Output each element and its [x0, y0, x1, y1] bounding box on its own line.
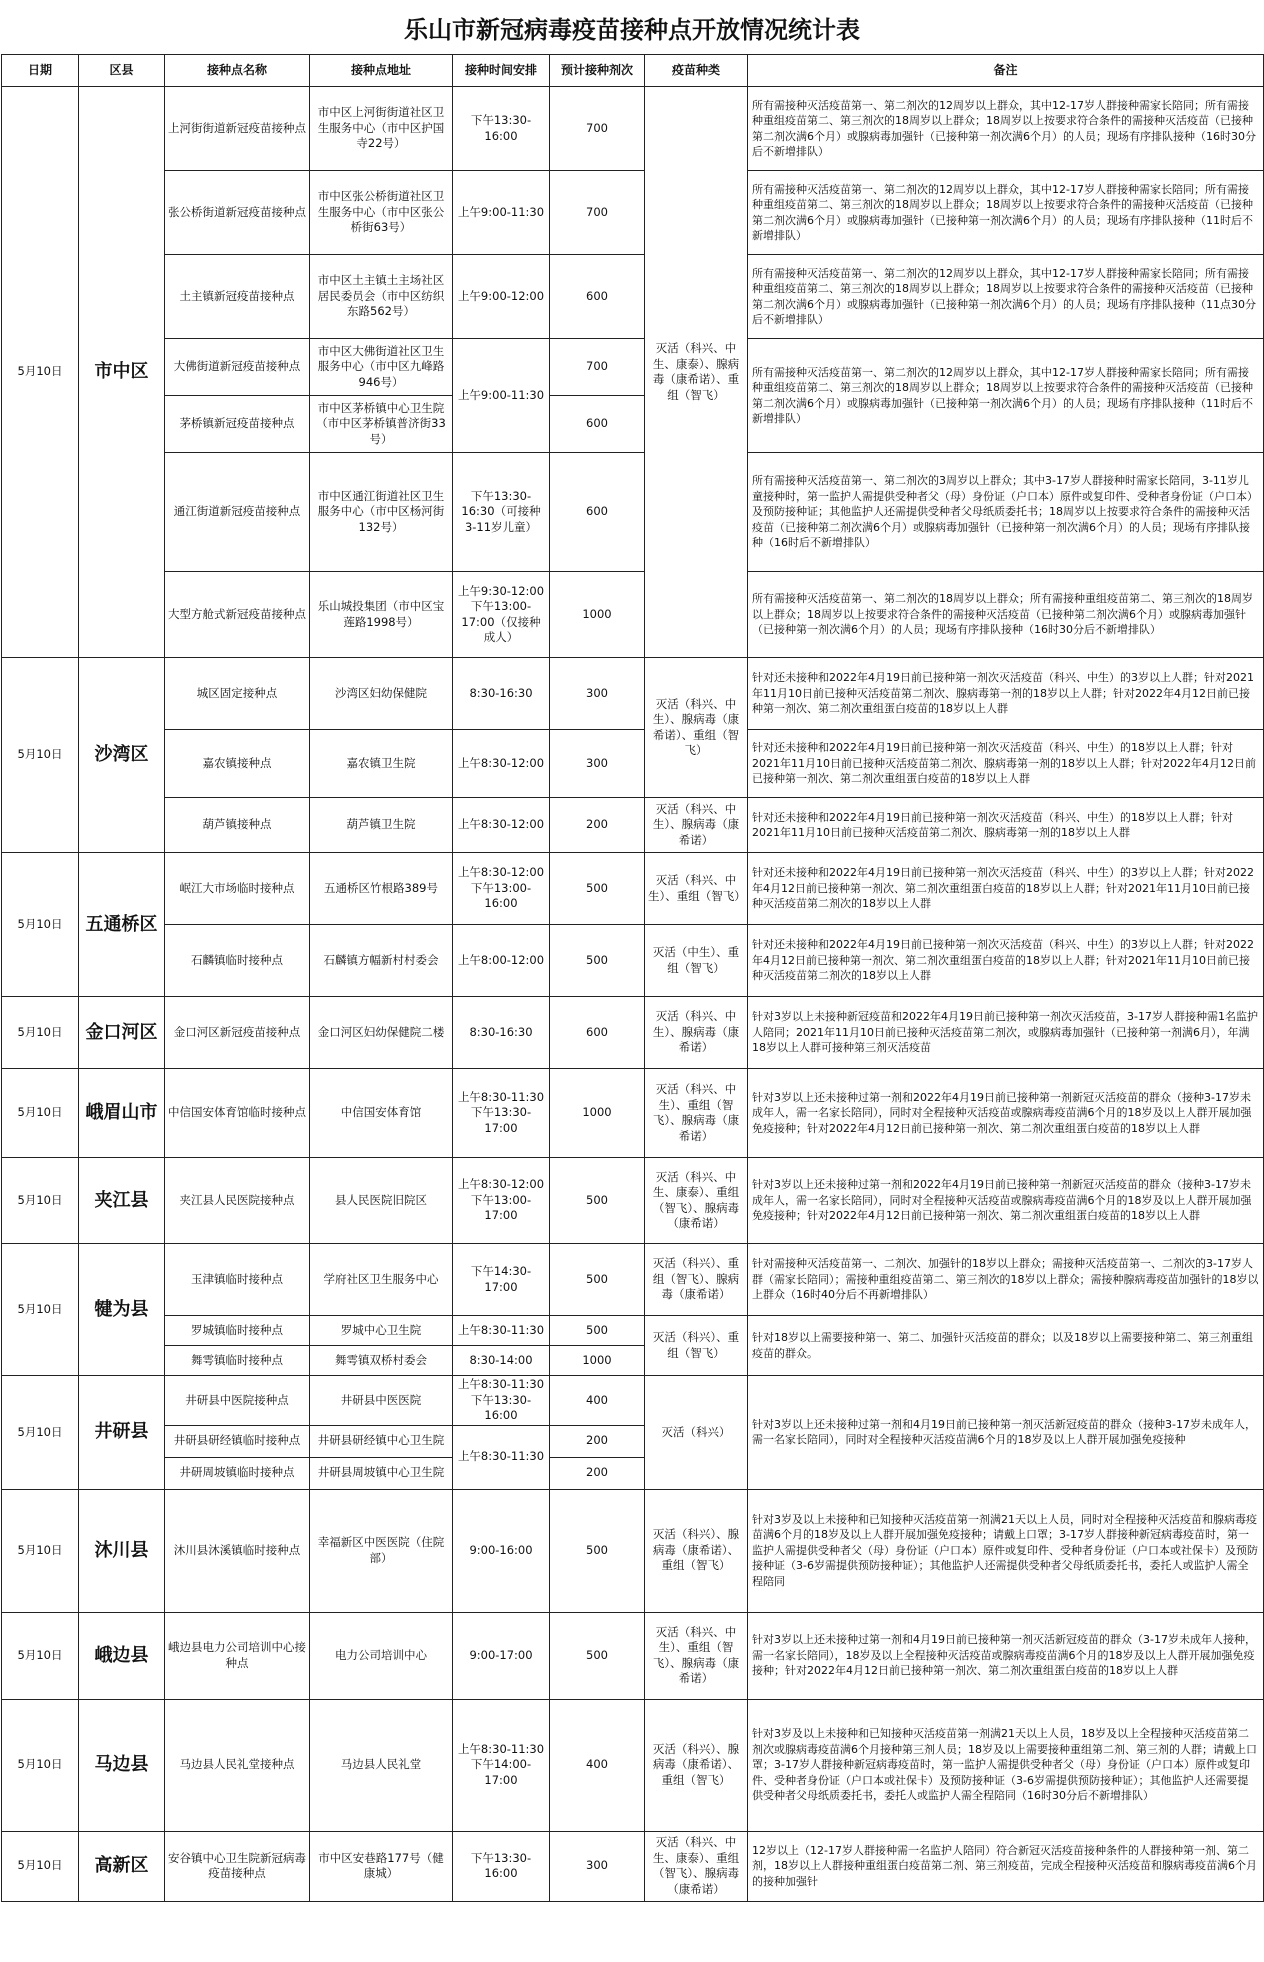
- district-cell: 峨眉山市: [79, 1069, 165, 1158]
- time-cell: 上午8:30-12:00 下午13:00-17:00: [453, 1158, 550, 1244]
- note-cell: 所有需接种灭活疫苗第一、第二剂次的3周岁以上群众；其中3-17岁人群接种时需家长陪同，3-11岁儿童接种时，第一监护人需提供受种者父（母）身份证（户口本）原件或复印件、受种者身份证（户口本）及预防接种证；其他监护人还需提供受种者父母纸质委托书；18周岁以上按要求符合条件的需接种灭活疫苗（已接种第二剂次满6个月）或腺病毒加强针（已接种第一剂次满6个月）的人员；现场有序排队接种（16时后不新增排队）: [748, 453, 1264, 572]
- site-address-cell: 五通桥区竹根路389号: [310, 853, 453, 925]
- vaccine-type-cell: 灭活（科兴、中生）、腺病毒（康希诺）: [645, 798, 748, 853]
- table-row: [2, 572, 1264, 658]
- time-cell: 上午8:30-11:30 下午14:00-17:00: [453, 1699, 550, 1831]
- table-row: [2, 1612, 1264, 1699]
- date-cell: 5月10日: [2, 87, 79, 658]
- site-address-cell: 罗城中心卫生院: [310, 1316, 453, 1346]
- site-name-cell: 金口河区新冠疫苗接种点: [165, 997, 310, 1069]
- site-address-cell: 县人民医院旧院区: [310, 1158, 453, 1244]
- date-cell: 5月10日: [2, 1699, 79, 1831]
- doses-cell: 700: [550, 171, 645, 255]
- time-cell: 上午9:00-12:00: [453, 255, 550, 339]
- site-name-cell: 井研周坡镇临时接种点: [165, 1457, 310, 1489]
- site-name-cell: 井研县中医院接种点: [165, 1376, 310, 1426]
- site-name-cell: 中信国安体育馆临时接种点: [165, 1069, 310, 1158]
- page-title: 乐山市新冠病毒疫苗接种点开放情况统计表: [404, 14, 860, 44]
- site-address-cell: 电力公司培训中心: [310, 1612, 453, 1699]
- date-cell: 5月10日: [2, 1158, 79, 1244]
- site-address-cell: 市中区茅桥镇中心卫生院（市中区茅桥镇普济街33号）: [310, 396, 453, 453]
- doses-cell: 500: [550, 1612, 645, 1699]
- header-notes: 备注: [748, 55, 1264, 87]
- time-cell: 下午13:30-16:00: [453, 87, 550, 171]
- site-address-cell: 葫芦镇卫生院: [310, 798, 453, 853]
- doses-cell: 1000: [550, 572, 645, 658]
- table-row: [2, 853, 1264, 925]
- note-cell: 针对还未接种和2022年4月19日前已接种第一剂次灭活疫苗（科兴、中生）的18岁以上人群；针对2021年11月10日前已接种灭活疫苗第二剂次、腺病毒第一剂的18岁以上人群；针对2022年4月12日前已接种第一剂次、第二剂次重组蛋白疫苗的18岁以上人群: [748, 730, 1264, 798]
- site-name-cell: 土主镇新冠疫苗接种点: [165, 255, 310, 339]
- note-cell: 针对需接种灭活疫苗第一、二剂次、加强针的18岁以上群众；需接种灭活疫苗第一、二剂次的3-17岁人群（需家长陪同）；需接种重组疫苗第二、第三剂次的18岁以上群众；需接种腺病毒疫苗加强针的18岁以上群众（16时40分后不再新增排队）: [748, 1244, 1264, 1316]
- site-address-cell: 沙湾区妇幼保健院: [310, 658, 453, 730]
- site-name-cell: 茅桥镇新冠疫苗接种点: [165, 396, 310, 453]
- table-row: [2, 1489, 1264, 1612]
- vaccine-type-cell: 灭活（科兴）: [645, 1376, 748, 1490]
- header-time: 接种时间安排: [453, 55, 550, 87]
- site-address-cell: 中信国安体育馆: [310, 1069, 453, 1158]
- site-name-cell: 通江街道新冠疫苗接种点: [165, 453, 310, 572]
- table-row: [2, 1244, 1264, 1316]
- note-cell: 针对3岁以上还未接种过第一剂和2022年4月19日前已接种第一剂新冠灭活疫苗的群众（接种3-17岁未成年人，需一名家长陪同），同时对全程接种灭活疫苗或腺病毒疫苗满6个月的18岁及以上人群开展加强免疫接种；针对2022年4月12日前已接种第一剂次、第二剂次重组蛋白疫苗的18岁以上人群: [748, 1158, 1264, 1244]
- doses-cell: 600: [550, 453, 645, 572]
- site-name-cell: 张公桥街道新冠疫苗接种点: [165, 171, 310, 255]
- site-name-cell: 安谷镇中心卫生院新冠病毒疫苗接种点: [165, 1831, 310, 1901]
- table-row: [2, 453, 1264, 572]
- header-district: 区县: [79, 55, 165, 87]
- header-vaccine-type: 疫苗种类: [645, 55, 748, 87]
- site-address-cell: 市中区张公桥街道社区卫生服务中心（市中区张公桥街63号）: [310, 171, 453, 255]
- date-cell: 5月10日: [2, 658, 79, 853]
- site-address-cell: 幸福新区中医医院（住院部）: [310, 1489, 453, 1612]
- table-row: [2, 339, 1264, 396]
- header-site-address: 接种点地址: [310, 55, 453, 87]
- note-cell: 所有需接种灭活疫苗第一、第二剂次的12周岁以上群众，其中12-17岁人群接种需家长陪同；所有需接种重组疫苗第二、第三剂次的18周岁以上群众；18周岁以上按要求符合条件的需接种灭活疫苗（已接种第二剂次满6个月）或腺病毒加强针（已接种第一剂次满6个月）的人员；现场有序排队接种（11时后不新增排队）: [748, 339, 1264, 453]
- time-cell: 上午8:30-11:30: [453, 1316, 550, 1346]
- doses-cell: 300: [550, 1831, 645, 1901]
- district-cell: 马边县: [79, 1699, 165, 1831]
- time-cell: 8:30-14:00: [453, 1346, 550, 1376]
- table-row: [2, 1831, 1264, 1901]
- note-cell: 所有需接种灭活疫苗第一、第二剂次的12周岁以上群众，其中12-17岁人群接种需家长陪同；所有需接种重组疫苗第二、第三剂次的18周岁以上群众；18周岁以上按要求符合条件的需接种灭活疫苗（已接种第二剂次满6个月）或腺病毒加强针（已接种第一剂次满6个月）的人员；现场有序排队接种（11时后不新增排队）: [748, 171, 1264, 255]
- time-cell: 上午8:00-12:00: [453, 925, 550, 997]
- table-row: [2, 87, 1264, 171]
- vaccine-type-cell: 灭活（科兴、中生）、重组（智飞）、腺病毒（康希诺）: [645, 1069, 748, 1158]
- site-name-cell: 夹江县人民医院接种点: [165, 1158, 310, 1244]
- doses-cell: 500: [550, 925, 645, 997]
- time-cell: 下午13:30-16:30（可接种3-11岁儿童）: [453, 453, 550, 572]
- doses-cell: 1000: [550, 1346, 645, 1376]
- vaccine-type-cell: 灭活（科兴、中生）、腺病毒（康希诺）: [645, 997, 748, 1069]
- vaccination-table: [1, 54, 1264, 1902]
- site-name-cell: 舞雩镇临时接种点: [165, 1346, 310, 1376]
- site-name-cell: 马边县人民礼堂接种点: [165, 1699, 310, 1831]
- district-cell: 沐川县: [79, 1489, 165, 1612]
- district-cell: 五通桥区: [79, 853, 165, 997]
- time-cell: 8:30-16:30: [453, 658, 550, 730]
- note-cell: 针对还未接种和2022年4月19日前已接种第一剂次灭活疫苗（科兴、中生）的3岁以上人群；针对2022年4月12日前已接种第一剂次、第二剂次重组蛋白疫苗的18岁以上人群；针对2021年11月10日前已接种灭活疫苗第二剂次的18岁以上人群: [748, 925, 1264, 997]
- district-cell: 金口河区: [79, 997, 165, 1069]
- site-name-cell: 玉津镇临时接种点: [165, 1244, 310, 1316]
- district-cell: 市中区: [79, 87, 165, 658]
- doses-cell: 300: [550, 730, 645, 798]
- header-doses: 预计接种剂次: [550, 55, 645, 87]
- site-address-cell: 井研县周坡镇中心卫生院: [310, 1457, 453, 1489]
- note-cell: 针对还未接种和2022年4月19日前已接种第一剂次灭活疫苗（科兴、中生）的3岁以上人群；针对2021年11月10日前已接种灭活疫苗第二剂次、腺病毒第一剂的18岁以上人群；针对2022年4月12日前已接种第一剂次、第二剂次重组蛋白疫苗的18岁以上人群: [748, 658, 1264, 730]
- site-address-cell: 井研县中医医院: [310, 1376, 453, 1426]
- site-name-cell: 城区固定接种点: [165, 658, 310, 730]
- site-address-cell: 嘉农镇卫生院: [310, 730, 453, 798]
- table-row: [2, 255, 1264, 339]
- doses-cell: 500: [550, 1316, 645, 1346]
- date-cell: 5月10日: [2, 997, 79, 1069]
- site-name-cell: 罗城镇临时接种点: [165, 1316, 310, 1346]
- time-cell: 上午8:30-12:00 下午13:00-16:00: [453, 853, 550, 925]
- note-cell: 针对3岁以上还未接种过第一剂和4月19日前已接种第一剂灭活新冠疫苗的群众（接种3-17岁未成年人，需一名家长陪同），同时对全程接种灭活疫苗满6个月的18岁及以上人群开展加强免疫接种: [748, 1376, 1264, 1490]
- district-cell: 高新区: [79, 1831, 165, 1901]
- vaccine-type-cell: 灭活（科兴、中生）、重组（智飞）: [645, 853, 748, 925]
- site-name-cell: 上河街街道新冠疫苗接种点: [165, 87, 310, 171]
- site-address-cell: 石麟镇方幅新村村委会: [310, 925, 453, 997]
- time-cell: 9:00-16:00: [453, 1489, 550, 1612]
- note-cell: 针对还未接种和2022年4月19日前已接种第一剂次灭活疫苗（科兴、中生）的3岁以上人群；针对2022年4月12日前已接种第一剂次、第二剂次重组蛋白疫苗的18岁以上人群；针对2021年11月10日前已接种灭活疫苗第二剂次的18岁以上人群: [748, 853, 1264, 925]
- doses-cell: 600: [550, 997, 645, 1069]
- site-name-cell: 峨边县电力公司培训中心接种点: [165, 1612, 310, 1699]
- doses-cell: 200: [550, 1457, 645, 1489]
- table-row: [2, 730, 1264, 798]
- site-name-cell: 井研县研经镇临时接种点: [165, 1425, 310, 1457]
- time-cell: 上午8:30-12:00: [453, 798, 550, 853]
- date-cell: 5月10日: [2, 1831, 79, 1901]
- vaccine-type-cell: 灭活（科兴、中生）、腺病毒（康希诺）、重组（智飞）: [645, 658, 748, 798]
- doses-cell: 500: [550, 1244, 645, 1316]
- site-name-cell: 大佛街道新冠疫苗接种点: [165, 339, 310, 396]
- site-name-cell: 葫芦镇接种点: [165, 798, 310, 853]
- time-cell: 上午9:00-11:30: [453, 171, 550, 255]
- site-address-cell: 市中区通江街道社区卫生服务中心（市中区杨河街132号）: [310, 453, 453, 572]
- vaccine-type-cell: 灭活（科兴、中生、康泰）、重组（智飞）、腺病毒（康希诺）: [645, 1831, 748, 1901]
- table-header-row: [2, 55, 1264, 87]
- site-name-cell: 石麟镇临时接种点: [165, 925, 310, 997]
- doses-cell: 700: [550, 339, 645, 396]
- doses-cell: 500: [550, 1489, 645, 1612]
- site-name-cell: 岷江大市场临时接种点: [165, 853, 310, 925]
- note-cell: 12岁以上（12-17岁人群接种需一名监护人陪同）符合新冠灭活疫苗接种条件的人群接种第一剂、第二剂，18岁以上人群接种重组蛋白疫苗第二剂、第三剂疫苗，完成全程接种灭活疫苗和腺病毒疫苗满6个月的接种加强针: [748, 1831, 1264, 1901]
- note-cell: 针对3岁以上未接种新冠疫苗和2022年4月19日前已接种第一剂次灭活疫苗，3-17岁人群接种需1名监护人陪同；2021年11月10日前已接种灭活疫苗第二剂次，或腺病毒加强针（已接种第一剂满6月），年满18岁以上人群可接种第三剂灭活疫苗: [748, 997, 1264, 1069]
- district-cell: 犍为县: [79, 1244, 165, 1376]
- vaccine-type-cell: 灭活（科兴）、腺病毒（康希诺）、重组（智飞）: [645, 1489, 748, 1612]
- doses-cell: 200: [550, 798, 645, 853]
- date-cell: 5月10日: [2, 1376, 79, 1490]
- date-cell: 5月10日: [2, 853, 79, 997]
- time-cell: 上午8:30-11:30 下午13:30-17:00: [453, 1069, 550, 1158]
- time-cell: 9:00-17:00: [453, 1612, 550, 1699]
- table-row: [2, 171, 1264, 255]
- vaccine-type-cell: 灭活（科兴）、重组（智飞）: [645, 1316, 748, 1376]
- header-site-name: 接种点名称: [165, 55, 310, 87]
- table-row: [2, 925, 1264, 997]
- doses-cell: 1000: [550, 1069, 645, 1158]
- district-cell: 井研县: [79, 1376, 165, 1490]
- time-cell: 上午8:30-11:30: [453, 1425, 550, 1489]
- table-row: [2, 1158, 1264, 1244]
- note-cell: 所有需接种灭活疫苗第一、第二剂次的18周岁以上群众；所有需接种重组疫苗第二、第三剂次的18周岁以上群众；18周岁以上按要求符合条件的需接种灭活疫苗（已接种第二剂次满6个月）或腺病毒加强针（已接种第一剂次满6个月）的人员；现场有序排队接种（16时30分后不新增排队）: [748, 572, 1264, 658]
- note-cell: 针对3岁以上还未接种过第一剂和4月19日前已接种第一剂灭活新冠疫苗的群众（3-17岁未成年人接种，需一名家长陪同），18岁及以上全程接种灭活疫苗或腺病毒疫苗满6个月的18岁及以上人群开展加强免疫接种；针对2022年4月12日前已接种第一剂次、第二剂次重组蛋白疫苗的18岁以上人群: [748, 1612, 1264, 1699]
- date-cell: 5月10日: [2, 1069, 79, 1158]
- doses-cell: 700: [550, 87, 645, 171]
- time-cell: 8:30-16:30: [453, 997, 550, 1069]
- site-address-cell: 乐山城投集团（市中区宝莲路1998号）: [310, 572, 453, 658]
- site-name-cell: 沐川县沐溪镇临时接种点: [165, 1489, 310, 1612]
- site-address-cell: 马边县人民礼堂: [310, 1699, 453, 1831]
- note-cell: 针对3岁以上还未接种过第一剂和2022年4月19日前已接种第一剂新冠灭活疫苗的群众（接种3-17岁未成年人，需一名家长陪同），同时对全程接种灭活疫苗或腺病毒疫苗满6个月的18岁及以上人群开展加强免疫接种；针对2022年4月12日前已接种第一剂次、第二剂次重组蛋白疫苗的18岁以上人群: [748, 1069, 1264, 1158]
- site-address-cell: 学府社区卫生服务中心: [310, 1244, 453, 1316]
- table-row: [2, 997, 1264, 1069]
- note-cell: 所有需接种灭活疫苗第一、第二剂次的12周岁以上群众，其中12-17岁人群接种需家长陪同；所有需接种重组疫苗第二、第三剂次的18周岁以上群众；18周岁以上按要求符合条件的需接种灭活疫苗（已接种第二剂次满6个月）或腺病毒加强针（已接种第一剂次满6个月）的人员；现场有序排队接种（16时30分后不新增排队）: [748, 87, 1264, 171]
- district-cell: 沙湾区: [79, 658, 165, 853]
- site-address-cell: 市中区上河街街道社区卫生服务中心（市中区护国寺22号）: [310, 87, 453, 171]
- doses-cell: 300: [550, 658, 645, 730]
- doses-cell: 200: [550, 1425, 645, 1457]
- table-row: [2, 1316, 1264, 1346]
- site-address-cell: 市中区安巷路177号（健康城）: [310, 1831, 453, 1901]
- site-address-cell: 市中区土主镇土主场社区居民委员会（市中区纺织东路562号）: [310, 255, 453, 339]
- note-cell: 所有需接种灭活疫苗第一、第二剂次的12周岁以上群众，其中12-17岁人群接种需家长陪同；所有需接种重组疫苗第二、第三剂次的18周岁以上群众；18周岁以上按要求符合条件的需接种灭活疫苗（已接种第二剂次满6个月）或腺病毒加强针（已接种第一剂次满6个月）的人员；现场有序排队接种（11点30分后不新增排队）: [748, 255, 1264, 339]
- note-cell: 针对3岁及以上未接种和已知接种灭活疫苗第一剂满21天以上人员，18岁及以上全程接种灭活疫苗第二剂次或腺病毒疫苗满6个月接种第三剂人员；18岁及以上需要接种重组第二剂、第三剂的人群；请戴上口罩；3-17岁人群接种新冠病毒疫苗时，第一监护人需提供受种者父（母）身份证（户口本）原件或复印件、受种者身份证（户口本或社保卡）及预防接种证（3-6岁需提供预防接种证）；其他监护人还需要提供受种者父母纸质委托书，委托人或监护人需全程陪同（16时30分后不新增排队）: [748, 1699, 1264, 1831]
- table-row: [2, 1069, 1264, 1158]
- time-cell: 上午9:30-12:00 下午13:00-17:00（仅接种成人）: [453, 572, 550, 658]
- vaccine-type-cell: 灭活（科兴、中生、康泰）、重组（智飞）、腺病毒（康希诺）: [645, 1158, 748, 1244]
- table-row: [2, 798, 1264, 853]
- site-name-cell: 嘉农镇接种点: [165, 730, 310, 798]
- doses-cell: 500: [550, 853, 645, 925]
- site-address-cell: 井研县研经镇中心卫生院: [310, 1425, 453, 1457]
- vaccine-type-cell: 灭活（科兴、中生、康泰）、腺病毒（康希诺）、重组（智飞）: [645, 87, 748, 658]
- time-cell: 下午14:30-17:00: [453, 1244, 550, 1316]
- doses-cell: 400: [550, 1699, 645, 1831]
- date-cell: 5月10日: [2, 1612, 79, 1699]
- time-cell: 上午9:00-11:30: [453, 339, 550, 453]
- site-address-cell: 金口河区妇幼保健院二楼: [310, 997, 453, 1069]
- vaccine-type-cell: 灭活（科兴）、重组（智飞）、腺病毒（康希诺）: [645, 1244, 748, 1316]
- table-row: [2, 1699, 1264, 1831]
- note-cell: 针对还未接种和2022年4月19日前已接种第一剂次灭活疫苗（科兴、中生）的18岁以上人群；针对2021年11月10日前已接种灭活疫苗第二剂次、腺病毒第一剂的18岁以上人群: [748, 798, 1264, 853]
- vaccine-type-cell: 灭活（科兴、中生）、重组（智飞）、腺病毒（康希诺）: [645, 1612, 748, 1699]
- note-cell: 针对18岁以上需要接种第一、第二、加强针灭活疫苗的群众；以及18岁以上需要接种第二、第三剂重组疫苗的群众。: [748, 1316, 1264, 1376]
- time-cell: 上午8:30-12:00: [453, 730, 550, 798]
- vaccine-type-cell: 灭活（中生）、重组（智飞）: [645, 925, 748, 997]
- site-address-cell: 市中区大佛街道社区卫生服务中心（市中区九峰路946号）: [310, 339, 453, 396]
- table-row: [2, 1376, 1264, 1426]
- vaccine-type-cell: 灭活（科兴）、腺病毒（康希诺）、重组（智飞）: [645, 1699, 748, 1831]
- district-cell: 夹江县: [79, 1158, 165, 1244]
- header-date: 日期: [2, 55, 79, 87]
- site-address-cell: 舞雩镇双桥村委会: [310, 1346, 453, 1376]
- doses-cell: 600: [550, 396, 645, 453]
- doses-cell: 400: [550, 1376, 645, 1426]
- time-cell: 上午8:30-11:30 下午13:30-16:00: [453, 1376, 550, 1426]
- doses-cell: 600: [550, 255, 645, 339]
- table-row: [2, 658, 1264, 730]
- doses-cell: 500: [550, 1158, 645, 1244]
- note-cell: 针对3岁及以上未接种和已知接种灭活疫苗第一剂满21天以上人员，同时对全程接种灭活疫苗和腺病毒疫苗满6个月的18岁及以上人群开展加强免疫接种；请戴上口罩；3-17岁人群接种新冠病毒疫苗时，第一监护人需提供受种者父（母）身份证（户口本）原件或复印件、受种者身份证（户口本或社保卡）及预防接种证（3-6岁需提供预防接种证）；其他监护人还需提供受种者父母纸质委托书，委托人或监护人需全程陪同: [748, 1489, 1264, 1612]
- date-cell: 5月10日: [2, 1244, 79, 1376]
- time-cell: 下午13:30-16:00: [453, 1831, 550, 1901]
- site-name-cell: 大型方舱式新冠疫苗接种点: [165, 572, 310, 658]
- date-cell: 5月10日: [2, 1489, 79, 1612]
- district-cell: 峨边县: [79, 1612, 165, 1699]
